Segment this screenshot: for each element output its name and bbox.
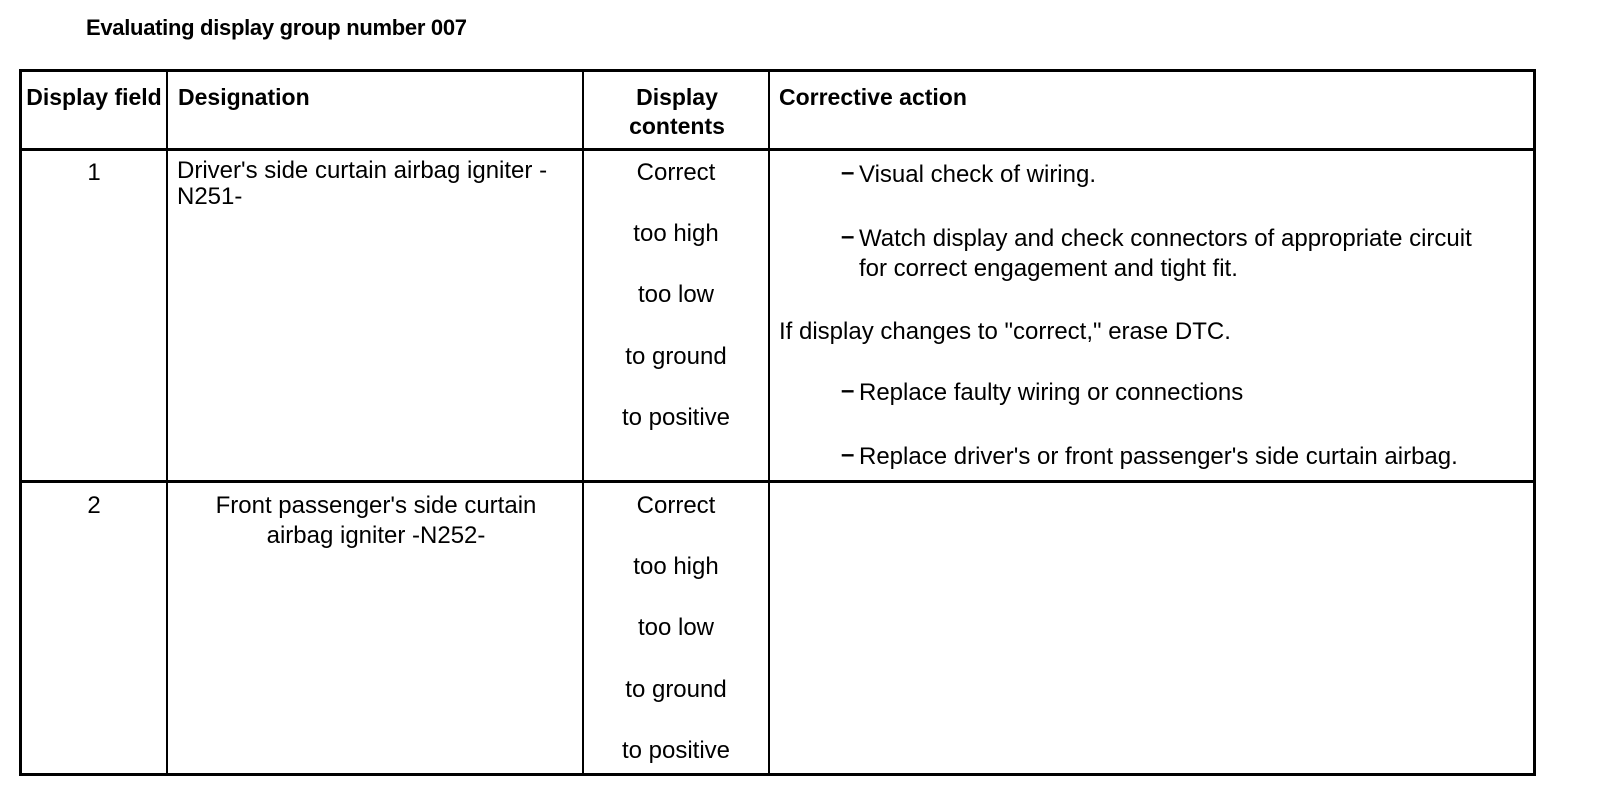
content-item: too high	[633, 553, 719, 580]
row-1-designation: Driver's side curtain airbag igniter -N251-	[177, 157, 548, 210]
step-text: Replace faulty wiring or connections	[859, 379, 1244, 406]
header-corrective-action: Corrective action	[779, 84, 967, 110]
dash-icon: –	[841, 377, 855, 404]
page-title: Evaluating display group number 007	[86, 15, 467, 40]
corrective-step	[841, 377, 1519, 408]
header-divider	[22, 148, 1533, 151]
step-text: Visual check of wiring.	[859, 161, 1096, 188]
header-designation: Designation	[178, 84, 310, 110]
column-divider	[768, 72, 770, 773]
content-item: too high	[633, 220, 719, 247]
content-item: too low	[637, 281, 715, 308]
header-display-field: Display field	[26, 84, 162, 110]
step-text: Watch display and check connectors of appropriate circuit for correct engagement and tight fit.	[859, 225, 1472, 282]
content-item: to ground	[625, 676, 727, 703]
row-divider	[22, 480, 1533, 483]
row-1-field: 1	[87, 159, 101, 186]
dash-icon: –	[841, 441, 855, 468]
content-item: to positive	[621, 404, 731, 431]
content-item: Correct	[636, 492, 716, 519]
content-item: to ground	[625, 343, 727, 370]
corrective-note: If display changes to "correct," erase DTC.	[779, 318, 1231, 345]
corrective-step	[841, 223, 1499, 284]
content-item: too low	[637, 614, 715, 641]
row-2-field: 2	[87, 492, 101, 519]
corrective-step	[841, 441, 1539, 472]
dash-icon: –	[841, 223, 855, 250]
content-item: Correct	[636, 159, 716, 186]
row-2-designation: Front passenger's side curtain airbag igniter -N252-	[215, 492, 537, 549]
corrective-step	[841, 159, 1499, 190]
dash-icon: –	[841, 159, 855, 186]
row-1-contents	[584, 158, 768, 478]
evaluation-table	[19, 69, 1536, 776]
content-item: to positive	[621, 737, 731, 764]
step-text: Replace driver's or front passenger's side curtain airbag.	[859, 443, 1458, 470]
header-display-contents: Display contents	[629, 84, 725, 139]
column-divider	[166, 72, 168, 773]
row-2-contents	[584, 491, 768, 781]
